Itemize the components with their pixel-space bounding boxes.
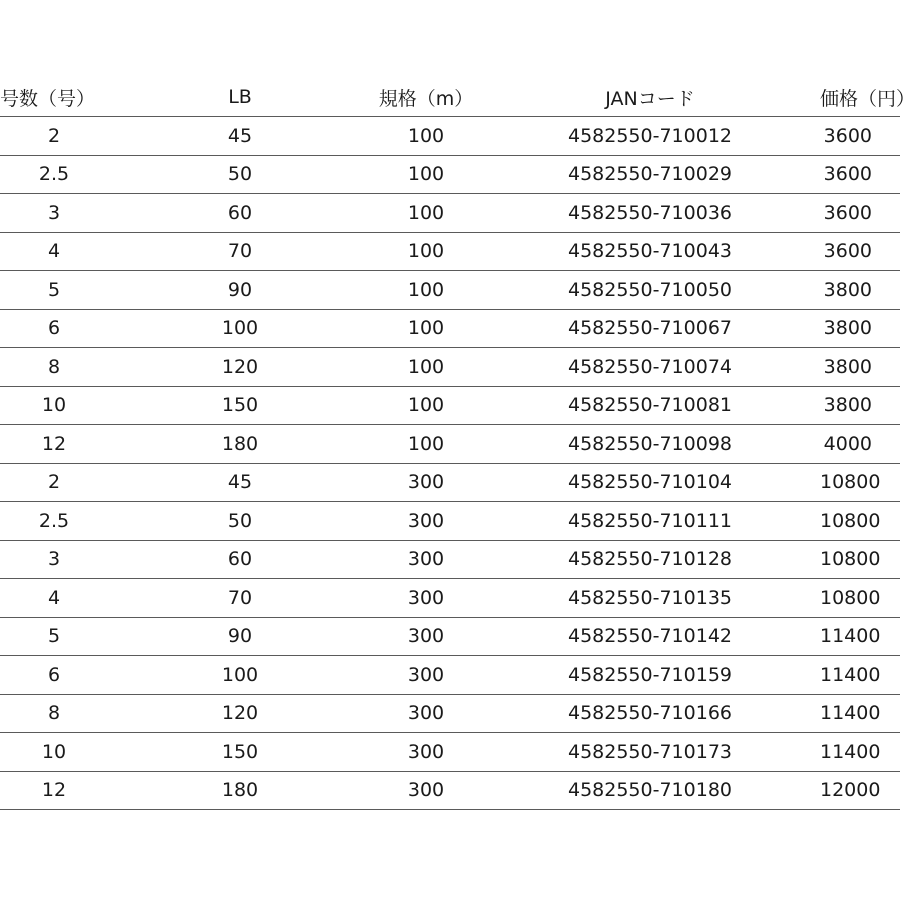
cell-price: 3600 — [820, 117, 900, 156]
cell-lb: 50 — [108, 502, 372, 541]
cell-jan-code: 4582550-710074 — [480, 348, 820, 387]
cell-length: 100 — [372, 386, 480, 425]
cell-jan-code: 4582550-710128 — [480, 540, 820, 579]
cell-jan-code: 4582550-710166 — [480, 694, 820, 733]
cell-size: 3 — [0, 540, 108, 579]
cell-length: 100 — [372, 117, 480, 156]
cell-size: 2 — [0, 463, 108, 502]
cell-price: 10800 — [820, 463, 900, 502]
table-row — [0, 771, 900, 810]
cell-length: 100 — [372, 232, 480, 271]
header-lb: LB — [108, 78, 372, 117]
cell-size: 4 — [0, 579, 108, 618]
table-row — [0, 694, 900, 733]
table-header — [0, 78, 915, 117]
cell-length: 100 — [372, 309, 480, 348]
spec-table — [0, 78, 915, 810]
cell-lb: 50 — [108, 155, 372, 194]
cell-length: 300 — [372, 694, 480, 733]
cell-length: 300 — [372, 771, 480, 810]
cell-jan-code: 4582550-710012 — [480, 117, 820, 156]
cell-size: 8 — [0, 348, 108, 387]
cell-size: 2 — [0, 117, 108, 156]
cell-lb: 45 — [108, 463, 372, 502]
cell-lb: 60 — [108, 194, 372, 233]
header-row — [0, 78, 900, 117]
table-body — [0, 117, 900, 810]
cell-price: 10800 — [820, 502, 900, 541]
header-price: 価格（円） — [820, 78, 900, 117]
cell-jan-code: 4582550-710036 — [480, 194, 820, 233]
table-row — [0, 733, 900, 772]
header-size: 号数（号） — [0, 78, 108, 117]
cell-length: 100 — [372, 425, 480, 464]
cell-price: 3600 — [820, 194, 900, 233]
cell-price: 3600 — [820, 155, 900, 194]
cell-jan-code: 4582550-710104 — [480, 463, 820, 502]
table-row — [0, 463, 900, 502]
cell-price: 10800 — [820, 540, 900, 579]
table-row — [0, 348, 900, 387]
cell-length: 300 — [372, 617, 480, 656]
cell-jan-code: 4582550-710098 — [480, 425, 820, 464]
cell-price: 3600 — [820, 232, 900, 271]
cell-jan-code: 4582550-710180 — [480, 771, 820, 810]
cell-lb: 90 — [108, 617, 372, 656]
cell-size: 3 — [0, 194, 108, 233]
cell-lb: 70 — [108, 232, 372, 271]
cell-price: 3800 — [820, 309, 900, 348]
cell-price: 11400 — [820, 617, 900, 656]
table-row — [0, 656, 900, 695]
cell-price: 12000 — [820, 771, 900, 810]
cell-jan-code: 4582550-710067 — [480, 309, 820, 348]
cell-jan-code: 4582550-710159 — [480, 656, 820, 695]
header-length: 規格（m） — [372, 78, 480, 117]
cell-lb: 100 — [108, 656, 372, 695]
cell-size: 5 — [0, 271, 108, 310]
cell-size: 8 — [0, 694, 108, 733]
cell-jan-code: 4582550-710081 — [480, 386, 820, 425]
cell-length: 100 — [372, 348, 480, 387]
cell-jan-code: 4582550-710029 — [480, 155, 820, 194]
table-row — [0, 540, 900, 579]
cell-length: 300 — [372, 502, 480, 541]
cell-lb: 60 — [108, 540, 372, 579]
cell-length: 300 — [372, 656, 480, 695]
cell-size: 12 — [0, 425, 108, 464]
table-row — [0, 309, 900, 348]
cell-lb: 180 — [108, 425, 372, 464]
cell-jan-code: 4582550-710111 — [480, 502, 820, 541]
cell-lb: 90 — [108, 271, 372, 310]
cell-size: 12 — [0, 771, 108, 810]
cell-price: 11400 — [820, 694, 900, 733]
cell-jan-code: 4582550-710135 — [480, 579, 820, 618]
cell-lb: 180 — [108, 771, 372, 810]
cell-lb: 45 — [108, 117, 372, 156]
cell-lb: 150 — [108, 733, 372, 772]
cell-length: 100 — [372, 271, 480, 310]
cell-jan-code: 4582550-710043 — [480, 232, 820, 271]
cell-length: 300 — [372, 463, 480, 502]
table-row — [0, 194, 900, 233]
table-row — [0, 232, 900, 271]
header-jan-code: JANコード — [480, 78, 820, 117]
cell-size: 2.5 — [0, 155, 108, 194]
cell-size: 10 — [0, 386, 108, 425]
cell-price: 3800 — [820, 271, 900, 310]
cell-size: 6 — [0, 309, 108, 348]
cell-size: 6 — [0, 656, 108, 695]
cell-lb: 150 — [108, 386, 372, 425]
cell-lb: 70 — [108, 579, 372, 618]
cell-jan-code: 4582550-710050 — [480, 271, 820, 310]
cell-price: 10800 — [820, 579, 900, 618]
table-row — [0, 386, 900, 425]
table-row — [0, 271, 900, 310]
cell-length: 300 — [372, 540, 480, 579]
cell-length: 100 — [372, 194, 480, 233]
table-row — [0, 579, 900, 618]
cell-lb: 120 — [108, 694, 372, 733]
table-row — [0, 617, 900, 656]
cell-length: 300 — [372, 579, 480, 618]
cell-price: 11400 — [820, 733, 900, 772]
cell-size: 2.5 — [0, 502, 108, 541]
table-row — [0, 117, 900, 156]
cell-length: 100 — [372, 155, 480, 194]
cell-price: 3800 — [820, 386, 900, 425]
cell-lb: 100 — [108, 309, 372, 348]
cell-price: 4000 — [820, 425, 900, 464]
cell-length: 300 — [372, 733, 480, 772]
cell-price: 11400 — [820, 656, 900, 695]
cell-jan-code: 4582550-710142 — [480, 617, 820, 656]
cell-size: 5 — [0, 617, 108, 656]
table-row — [0, 155, 900, 194]
cell-size: 10 — [0, 733, 108, 772]
cell-price: 3800 — [820, 348, 900, 387]
table-row — [0, 502, 900, 541]
cell-size: 4 — [0, 232, 108, 271]
cell-jan-code: 4582550-710173 — [480, 733, 820, 772]
cell-lb: 120 — [108, 348, 372, 387]
table-row — [0, 425, 900, 464]
